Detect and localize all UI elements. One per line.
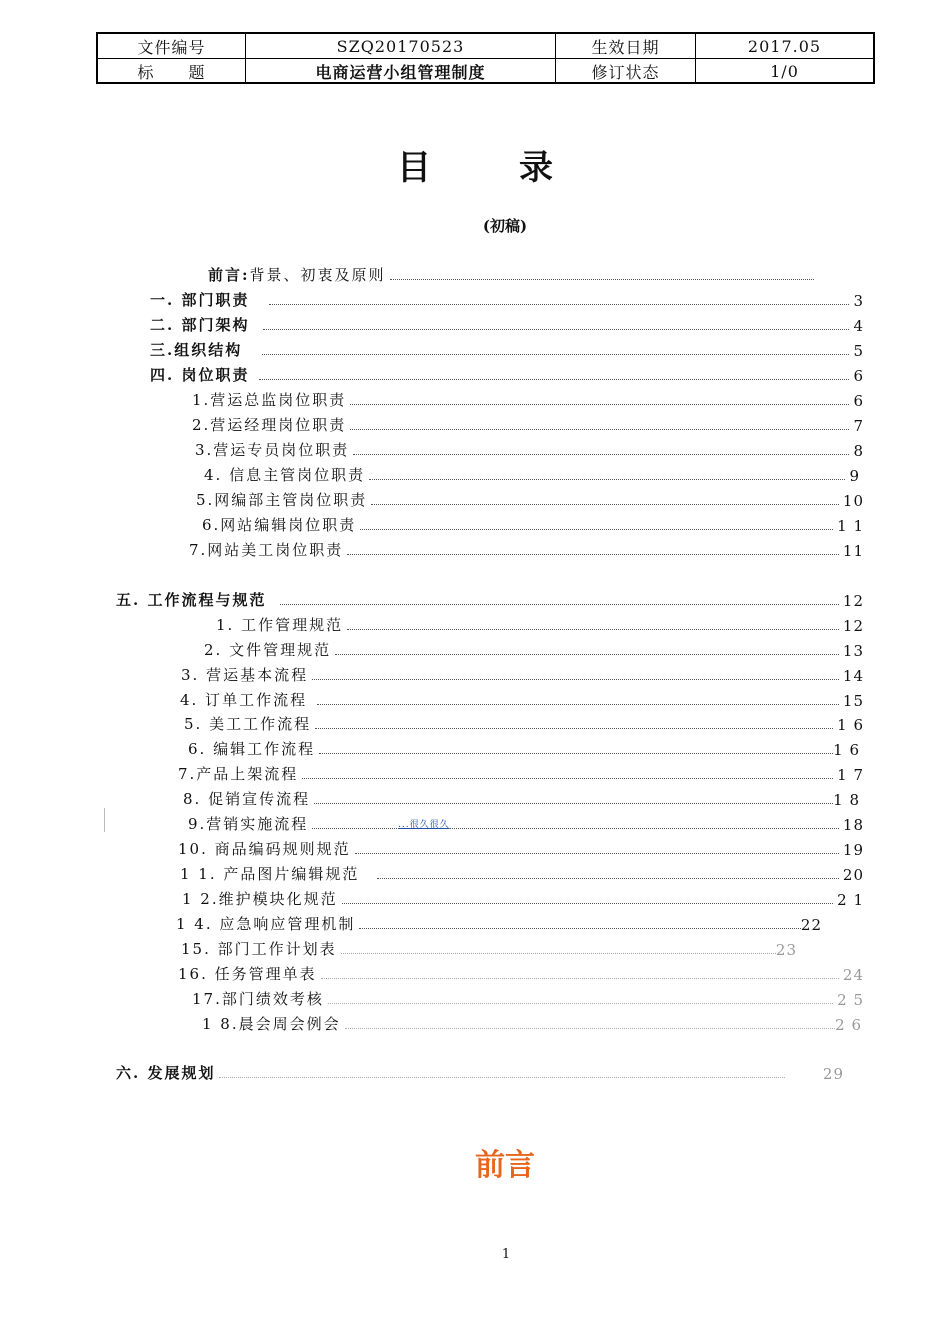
toc-subtitle: (初稿) [482, 217, 528, 235]
toc-entry-page: 1 8 [833, 791, 860, 809]
toc-entry[interactable] [202, 1014, 862, 1034]
toc-entry[interactable] [189, 540, 864, 560]
toc-entry-page: 13 [842, 642, 864, 660]
toc-entry[interactable] [178, 839, 864, 859]
revision-value: 1/0 [770, 61, 799, 81]
toc-leader-dots [377, 877, 839, 879]
title-label: 标 题 [98, 59, 246, 83]
document-header-table [96, 32, 875, 84]
toc-entry[interactable] [150, 340, 864, 360]
toc-entry-label: 6. 编辑工作流程 [188, 740, 316, 758]
toc-leader-dots [321, 977, 839, 979]
toc-entry[interactable] [183, 789, 860, 809]
toc-entry[interactable] [181, 665, 864, 685]
margin-change-bar [104, 808, 105, 832]
toc-title-right: 录 [519, 148, 553, 188]
toc-leader-dots [259, 378, 849, 380]
toc-entry-page: 2 5 [837, 991, 864, 1009]
toc-entry[interactable] [150, 290, 864, 310]
toc-entry-page: 5 [853, 342, 864, 360]
page-number: 1 [501, 1247, 511, 1262]
toc-leader-dots [315, 727, 833, 729]
preface-heading: 前言 [475, 1148, 535, 1183]
toc-entry-page: 23 [775, 941, 797, 959]
toc-leader-dots [347, 553, 839, 555]
toc-entry-page: 3 [853, 292, 864, 310]
toc-entry[interactable] [188, 739, 860, 759]
toc-entry-page: 15 [842, 692, 864, 710]
toc-entry-page: 11 [842, 542, 864, 560]
toc-leader-dots [312, 678, 839, 680]
toc-entry-page: 1 7 [837, 766, 864, 784]
toc-entry[interactable] [192, 415, 864, 435]
toc-entry[interactable] [150, 315, 864, 335]
toc-entry[interactable] [176, 914, 822, 934]
toc-entry-label: 15. 部门工作计划表 [181, 940, 337, 958]
header-row-2 [98, 59, 873, 83]
toc-entry[interactable] [180, 864, 864, 884]
header-row-1 [98, 34, 873, 59]
toc-entry-label: 2.营运经理岗位职责 [192, 416, 347, 434]
inline-note-link[interactable]: ...很久很久 [398, 820, 450, 830]
toc-entry[interactable] [204, 465, 860, 485]
toc-leader-dots [317, 703, 839, 705]
toc-entry-label: 四. 岗位职责 [150, 366, 250, 384]
toc-entry[interactable] [192, 390, 864, 410]
toc-entry-label: 10. 商品编码规则规范 [178, 840, 351, 858]
toc-leader-dots [350, 403, 849, 405]
toc-leader-dots [369, 478, 845, 480]
toc-entry-label: 1 4. 应急响应管理机制 [176, 915, 356, 933]
toc-entry-page: 14 [842, 667, 864, 685]
toc-entry-label: 五. 工作流程与规范 [116, 591, 267, 609]
toc-entry-page: 6 [853, 367, 864, 385]
toc-entry-page: 1 6 [833, 741, 860, 759]
toc-entry[interactable] [188, 814, 864, 834]
toc-leader-dots [335, 653, 839, 655]
toc-leader-dots [219, 1076, 784, 1078]
toc-entry[interactable] [195, 440, 864, 460]
toc-entry-label: 3.营运专员岗位职责 [195, 441, 350, 459]
toc-entry[interactable] [184, 714, 864, 734]
toc-entry[interactable] [178, 964, 864, 984]
toc-entry-page: 9 [849, 467, 860, 485]
toc-entry-label: 7.产品上架流程 [178, 765, 299, 783]
doc-no-label: 文件编号 [98, 34, 246, 58]
toc-entry-label: 1. 工作管理规范 [216, 616, 344, 634]
toc-entry-label: 2. 文件管理规范 [204, 641, 332, 659]
toc-leader-dots [302, 777, 833, 779]
toc-entry-label: 5. 美工工作流程 [184, 715, 312, 733]
toc-entry-label: 9.营销实施流程 [188, 815, 309, 833]
toc-entry-label: 8. 促销宣传流程 [183, 790, 311, 808]
toc-entry-label: 17.部门绩效考核 [192, 990, 324, 1008]
toc-leader-dots [328, 1002, 833, 1004]
toc-entry-page: 20 [842, 866, 864, 884]
toc-entry[interactable] [178, 764, 864, 784]
toc-leader-dots [347, 628, 839, 630]
toc-leader-dots [263, 328, 849, 330]
toc-entry-page: 6 [853, 392, 864, 410]
toc-entry-page: 12 [842, 592, 864, 610]
effective-date-value: 2017.05 [747, 36, 822, 56]
toc-leader-dots [269, 303, 849, 305]
toc-leader-dots [280, 603, 838, 605]
toc-leader-dots [360, 528, 833, 530]
toc-entry[interactable] [181, 939, 797, 959]
toc-entry-page: 12 [842, 617, 864, 635]
toc-entry-text: 背景、初衷及原则 [249, 266, 386, 284]
toc-leader-dots [312, 827, 839, 829]
toc-entry-label: 1.营运总监岗位职责 [192, 391, 347, 409]
toc-entry[interactable] [180, 690, 864, 710]
toc-leader-dots [371, 503, 839, 505]
toc-entry-label: 1 8.晨会周会例会 [202, 1015, 341, 1033]
toc-leader-dots [390, 278, 814, 280]
toc-title-left: 目 [397, 148, 431, 188]
toc-entry[interactable] [208, 265, 818, 285]
toc-entry-page: 4 [853, 317, 864, 335]
toc-entry-label: 六. 发展规划 [116, 1064, 216, 1082]
toc-entry-label: 6.网站编辑岗位职责 [202, 516, 357, 534]
toc-entry-page: 2 1 [837, 891, 864, 909]
toc-leader-dots [314, 802, 833, 804]
toc-entry[interactable] [196, 490, 864, 510]
toc-entry-label [208, 264, 386, 285]
toc-entry-label: 4. 信息主管岗位职责 [204, 466, 366, 484]
toc-entry-page: 1 1 [837, 517, 864, 535]
toc-leader-dots [345, 1027, 836, 1029]
toc-leader-dots [353, 453, 849, 455]
toc-leader-dots [341, 952, 776, 954]
toc-entry-label: 3. 营运基本流程 [181, 666, 309, 684]
toc-entry-page: 1 6 [837, 716, 864, 734]
toc-entry-page: 18 [842, 816, 864, 834]
title-value: 电商运营小组管理制度 [246, 59, 556, 83]
effective-date-label: 生效日期 [556, 34, 696, 58]
toc-entry-page: 2 6 [835, 1016, 862, 1034]
toc-entry[interactable] [202, 515, 864, 535]
toc-entry-label: 1 2.维护模块化规范 [182, 890, 338, 908]
toc-entry-page: 24 [842, 966, 864, 984]
toc-entry[interactable] [182, 889, 864, 909]
toc-leader-dots [342, 902, 834, 904]
toc-entry-label: 二. 部门架构 [150, 316, 250, 334]
toc-entry-page: 10 [842, 492, 864, 510]
toc-entry-page: 7 [853, 417, 864, 435]
toc-entry-label: 三.组织结构 [150, 341, 243, 359]
toc-entry[interactable] [116, 1063, 844, 1083]
doc-no-value: SZQ20170523 [246, 34, 556, 58]
toc-entry-page: 22 [800, 916, 822, 934]
toc-entry-bold-prefix: 前言: [208, 266, 250, 284]
toc-leader-dots [262, 353, 849, 355]
toc-entry[interactable] [216, 615, 864, 635]
toc-title [0, 140, 950, 189]
toc-leader-dots [350, 428, 849, 430]
toc-leader-dots [319, 752, 833, 754]
toc-entry[interactable] [116, 590, 864, 610]
toc-entry-label: 7.网站美工岗位职责 [189, 541, 344, 559]
toc-entry-label: 16. 任务管理单表 [178, 965, 317, 983]
revision-label: 修订状态 [556, 59, 696, 83]
toc-leader-dots [355, 852, 839, 854]
toc-entry-label: 4. 订单工作流程 [180, 691, 308, 709]
toc-entry-page: 29 [822, 1065, 844, 1083]
toc-entry[interactable] [204, 640, 864, 660]
toc-entry-label: 5.网编部主管岗位职责 [196, 491, 368, 509]
toc-entry-label: 1 1. 产品图片编辑规范 [180, 865, 360, 883]
toc-entry-page: 8 [853, 442, 864, 460]
toc-leader-dots [359, 927, 801, 929]
toc-entry-label: 一. 部门职责 [150, 291, 250, 309]
toc-entry-page: 19 [842, 841, 864, 859]
toc-entry[interactable] [192, 989, 864, 1009]
toc-entry[interactable] [150, 365, 864, 385]
